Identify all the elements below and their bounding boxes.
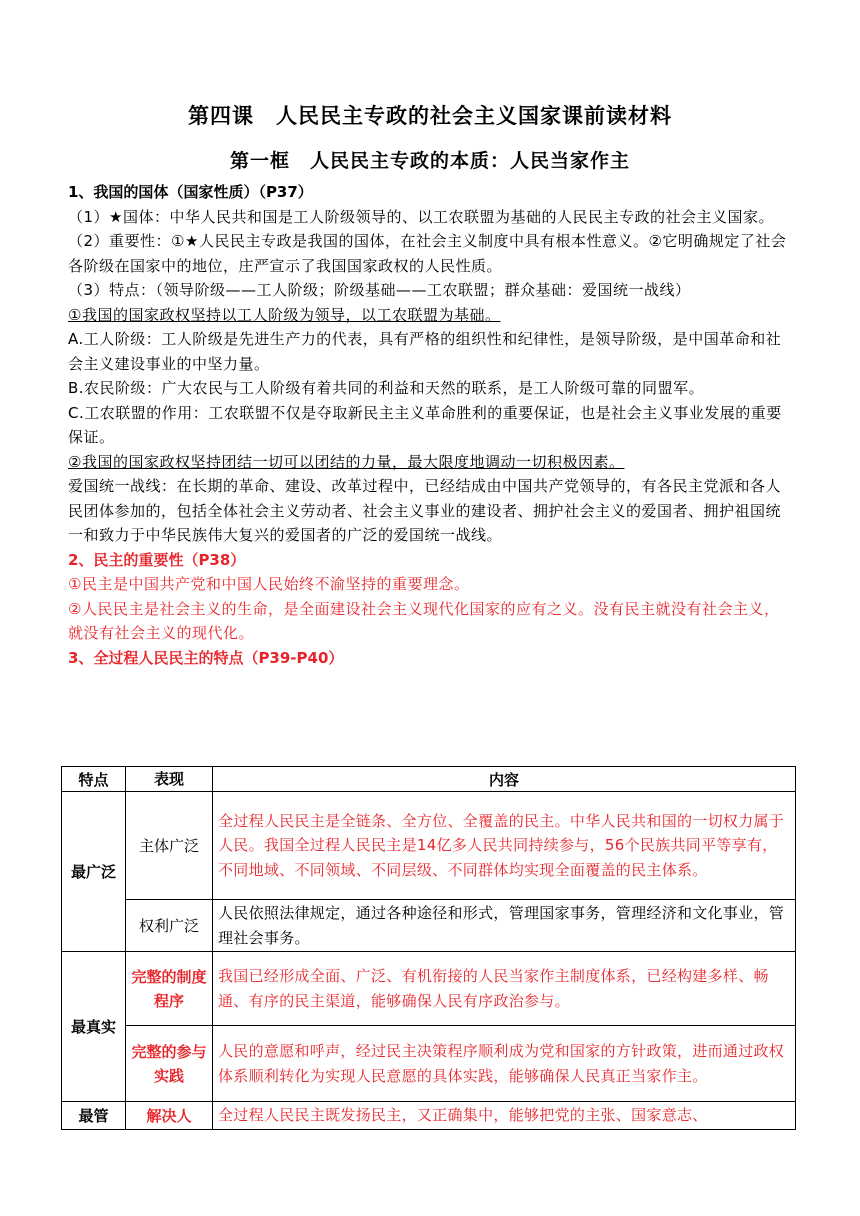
aspect-cell: 主体广泛 bbox=[126, 792, 213, 900]
content-cell: 我国已经形成全面、广泛、有机衔接的人民当家作主制度体系，已经构建多样、畅通、有序的民主渠道，能够确保人民有序政治参与。 bbox=[213, 952, 796, 1026]
section1-p5: A.工人阶级：工人阶级是先进生产力的代表，具有严格的组织性和纪律性，是领导阶级，是中国革命和社会主义建设事业的中坚力量。 bbox=[68, 330, 782, 373]
table-header-row bbox=[62, 767, 796, 792]
section1-p3: （3）特点：（领导阶级——工人阶级；阶级基础——工农联盟；群众基础：爱国统一战线） bbox=[68, 281, 691, 299]
section1-p8: ②我国的国家政权坚持团结一切可以团结的力量，最大限度地调动一切积极因素。 bbox=[68, 452, 625, 471]
header-content: 内容 bbox=[213, 767, 796, 792]
document-body bbox=[68, 180, 794, 670]
section1-p4: ①我国的国家政权坚持以工人阶级为领导，以工农联盟为基础。 bbox=[68, 305, 501, 324]
content-cell: 人民依照法律规定，通过各种途径和形式，管理国家事务，管理经济和文化事业，管理社会事务。 bbox=[213, 900, 796, 952]
table-row bbox=[62, 1102, 796, 1130]
content-cell: 全过程人民民主既发扬民主，又正确集中，能够把党的主张、国家意志、 bbox=[213, 1102, 796, 1130]
aspect-cell: 完整的制度程序 bbox=[126, 952, 213, 1026]
header-aspect: 表现 bbox=[126, 767, 213, 792]
section2-heading: 2、民主的重要性（P38） bbox=[68, 550, 246, 569]
section1-p6: B.农民阶级：广大农民与工人阶级有着共同的利益和天然的联系，是工人阶级可靠的同盟军。 bbox=[68, 379, 705, 397]
table-row bbox=[62, 1026, 796, 1102]
feature-cell: 最管 bbox=[62, 1102, 126, 1130]
section1-p1: （1）★国体：中华人民共和国是工人阶级领导的、以工农联盟为基础的人民民主专政的社会主义国家。 bbox=[68, 207, 774, 226]
document-title: 第四课 人民民主专政的社会主义国家课前读材料 bbox=[188, 104, 672, 128]
aspect-cell: 完整的参与实践 bbox=[126, 1026, 213, 1102]
aspect-cell: 权利广泛 bbox=[126, 900, 213, 952]
section1-p7: C.工农联盟的作用：工农联盟不仅是夺取新民主主义革命胜利的重要保证，也是社会主义事业发展的重要保证。 bbox=[68, 403, 782, 446]
feature-cell: 最广泛 bbox=[62, 792, 126, 952]
section1-p9: 爱国统一战线：在长期的革命、建设、改革过程中，已经结成由中国共产党领导的，有各民主党派和各人民团体参加的，包括全体社会主义劳动者、社会主义事业的建设者、拥护社会主义的爱国者、拥护祖国统一和致力于中华民族伟大复兴的爱国者的广泛的爱国统一战线。 bbox=[68, 477, 782, 544]
section2-p2: ②人民民主是社会主义的生命，是全面建设社会主义现代化国家的应有之义。没有民主就没有社会主义，就没有社会主义的现代化。 bbox=[68, 599, 780, 642]
aspect-cell: 解决人 bbox=[126, 1102, 213, 1130]
header-feature: 特点 bbox=[62, 767, 126, 792]
features-table bbox=[61, 766, 796, 1130]
section1-heading: 1、我国的国体（国家性质）（P37） bbox=[68, 183, 313, 201]
content-cell: 全过程人民民主是全链条、全方位、全覆盖的民主。中华人民共和国的一切权力属于人民。我国全过程人民民主是14亿多人民共同持续参与，56个民族共同平等享有，不同地域、不同领域、不同层级、不同群体均实现全面覆盖的民主体系。 bbox=[213, 792, 796, 900]
section1-p2: （2）重要性：①★人民民主专政是我国的国体，在社会主义制度中具有根本性意义。②它明确规定了社会各阶级在国家中的地位，庄严宣示了我国国家政权的人民性质。 bbox=[68, 232, 787, 275]
section3-heading: 3、全过程人民民主的特点（P39-P40） bbox=[68, 648, 344, 667]
table-row bbox=[62, 900, 796, 952]
feature-cell: 最真实 bbox=[62, 952, 126, 1102]
table-row bbox=[62, 952, 796, 1026]
section2-p1: ①民主是中国共产党和中国人民始终不渝坚持的重要理念。 bbox=[68, 575, 470, 593]
content-cell: 人民的意愿和呼声，经过民主决策程序顺利成为党和国家的方针政策，进而通过政权体系顺利转化为实现人民意愿的具体实践，能够确保人民真正当家作主。 bbox=[213, 1026, 796, 1102]
document-subtitle: 第一框 人民民主专政的本质：人民当家作主 bbox=[229, 150, 630, 172]
table-row bbox=[62, 792, 796, 900]
